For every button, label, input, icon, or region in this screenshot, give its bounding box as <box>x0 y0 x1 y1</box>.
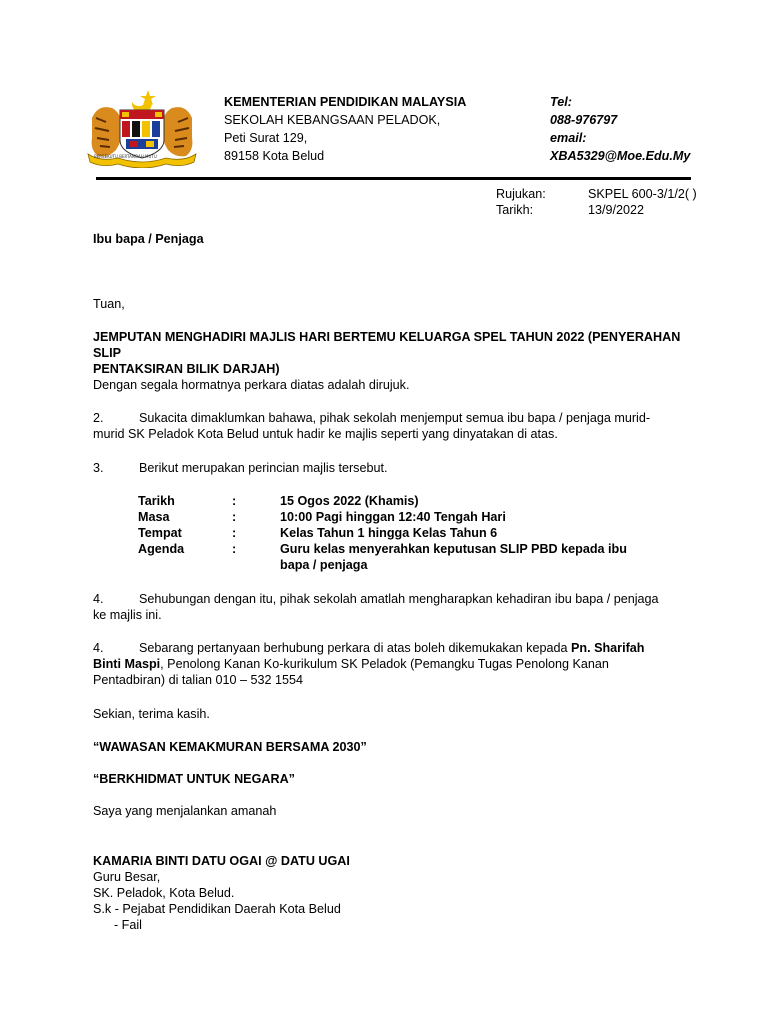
tel-label: Tel: <box>550 95 572 109</box>
paragraph-4 <box>93 591 681 623</box>
po-box: Peti Surat 129, <box>224 131 308 145</box>
detail-label: Tempat <box>138 526 182 540</box>
paragraph-3-number: 3. <box>93 461 104 475</box>
paragraph-2 <box>93 410 681 442</box>
detail-colon: : <box>232 526 237 540</box>
paragraph-3-text: Berikut merupakan perincian majlis tersebut. <box>139 461 388 475</box>
detail-colon: : <box>232 510 237 524</box>
recipient: Ibu bapa / Penjaga <box>93 232 204 246</box>
closing: Sekian, terima kasih. <box>93 707 210 721</box>
signatory-title: Guru Besar, <box>93 870 161 884</box>
cc-line: S.k - Pejabat Pendidikan Daerah Kota Belud <box>93 902 341 916</box>
tarikh-label: Tarikh: <box>496 203 534 217</box>
intro-paragraph: Dengan segala hormatnya perkara diatas adalah dirujuk. <box>93 378 410 392</box>
contact-person-role: , Penolong Kanan Ko-kurikulum SK Peladok (Pemangku Tugas Penolong Kanan <box>160 657 609 671</box>
contact-phone-line: Pentadbiran) di talian 010 – 532 1554 <box>93 673 304 687</box>
rujukan-value: SKPEL 600-3/1/2( ) <box>588 187 697 201</box>
detail-label: Tarikh <box>138 494 175 508</box>
detail-value: 10:00 Pagi hinggan 12:40 Tengah Hari <box>280 510 506 524</box>
subject <box>93 329 681 377</box>
paragraph-2-line-2: murid SK Peladok Kota Belud untuk hadir ke majlis seperti yang dinyatakan di atas. <box>93 427 558 441</box>
subject-line-2: PENTAKSIRAN BILIK DARJAH) <box>93 362 280 376</box>
slogan-wawasan: “WAWASAN KEMAKMURAN BERSAMA 2030” <box>93 740 367 754</box>
header-divider <box>96 177 691 180</box>
paragraph-4-number: 4. <box>93 592 104 606</box>
detail-value: 15 Ogos 2022 (Khamis) <box>280 494 419 508</box>
paragraph-5-number: 4. <box>93 641 104 655</box>
letterhead-organisation <box>224 93 466 165</box>
postcode-city: 89158 Kota Belud <box>224 149 325 163</box>
school-name: SEKOLAH KEBANGSAAN PELADOK, <box>224 113 441 127</box>
detail-row-tarikh <box>138 493 668 509</box>
paragraph-2-number: 2. <box>93 411 104 425</box>
email-label: email: <box>550 131 587 145</box>
event-details <box>138 493 668 573</box>
detail-value: Kelas Tahun 1 hingga Kelas Tahun 6 <box>280 526 498 540</box>
signature-block <box>93 853 681 933</box>
paragraph-2-line-1: Sukacita dimaklumkan bahawa, pihak sekolah menjemput semua ibu bapa / penjaga murid- <box>139 411 651 425</box>
email-address: XBA5329@Moe.Edu.My <box>550 149 691 163</box>
subject-line-1: JEMPUTAN MENGHADIRI MAJLIS HARI BERTEMU KELUARGA SPEL TAHUN 2022 (PENYERAHAN SLIP <box>93 330 681 360</box>
crest-motto: BERSEKUTU BERTAMBAH MUTU <box>94 154 157 159</box>
tel-number: 088-976797 <box>550 113 618 127</box>
tarikh-value: 13/9/2022 <box>588 203 645 217</box>
detail-row-agenda <box>138 541 668 573</box>
detail-label: Agenda <box>138 542 185 556</box>
detail-row-tempat <box>138 525 668 541</box>
rujukan-label: Rujukan: <box>496 187 546 201</box>
detail-colon: : <box>232 494 237 508</box>
signatory-school: SK. Peladok, Kota Belud. <box>93 886 235 900</box>
contact-person-surname: Binti Maspi <box>93 657 161 671</box>
detail-colon: : <box>232 542 237 556</box>
detail-label: Masa <box>138 510 170 524</box>
salutation: Tuan, <box>93 297 125 311</box>
ministry-name: KEMENTERIAN PENDIDIKAN MALAYSIA <box>224 95 467 109</box>
cc-file: - Fail <box>93 918 142 932</box>
letterhead-contact <box>550 93 690 165</box>
paragraph-3 <box>93 460 681 476</box>
paragraph-5-text: Sebarang pertanyaan berhubung perkara di atas boleh dikemukakan kepada <box>139 641 571 655</box>
reference-block <box>496 186 697 218</box>
trust-line: Saya yang menjalankan amanah <box>93 804 277 818</box>
paragraph-4-line-2: ke majlis ini. <box>93 608 162 622</box>
paragraph-5 <box>93 640 681 688</box>
malaysia-coat-of-arms-logo <box>86 88 198 168</box>
paragraph-4-line-1: Sehubungan dengan itu, pihak sekolah amatlah mengharapkan kehadiran ibu bapa / penjaga <box>139 592 659 606</box>
signatory-name: KAMARIA BINTI DATU OGAI @ DATU UGAI <box>93 854 350 868</box>
detail-row-masa <box>138 509 668 525</box>
detail-value: Guru kelas menyerahkan keputusan SLIP PBD kepada ibu bapa / penjaga <box>280 542 627 572</box>
contact-person-name: Pn. Sharifah <box>571 641 645 655</box>
slogan-berkhidmat: “BERKHIDMAT UNTUK NEGARA” <box>93 772 295 786</box>
